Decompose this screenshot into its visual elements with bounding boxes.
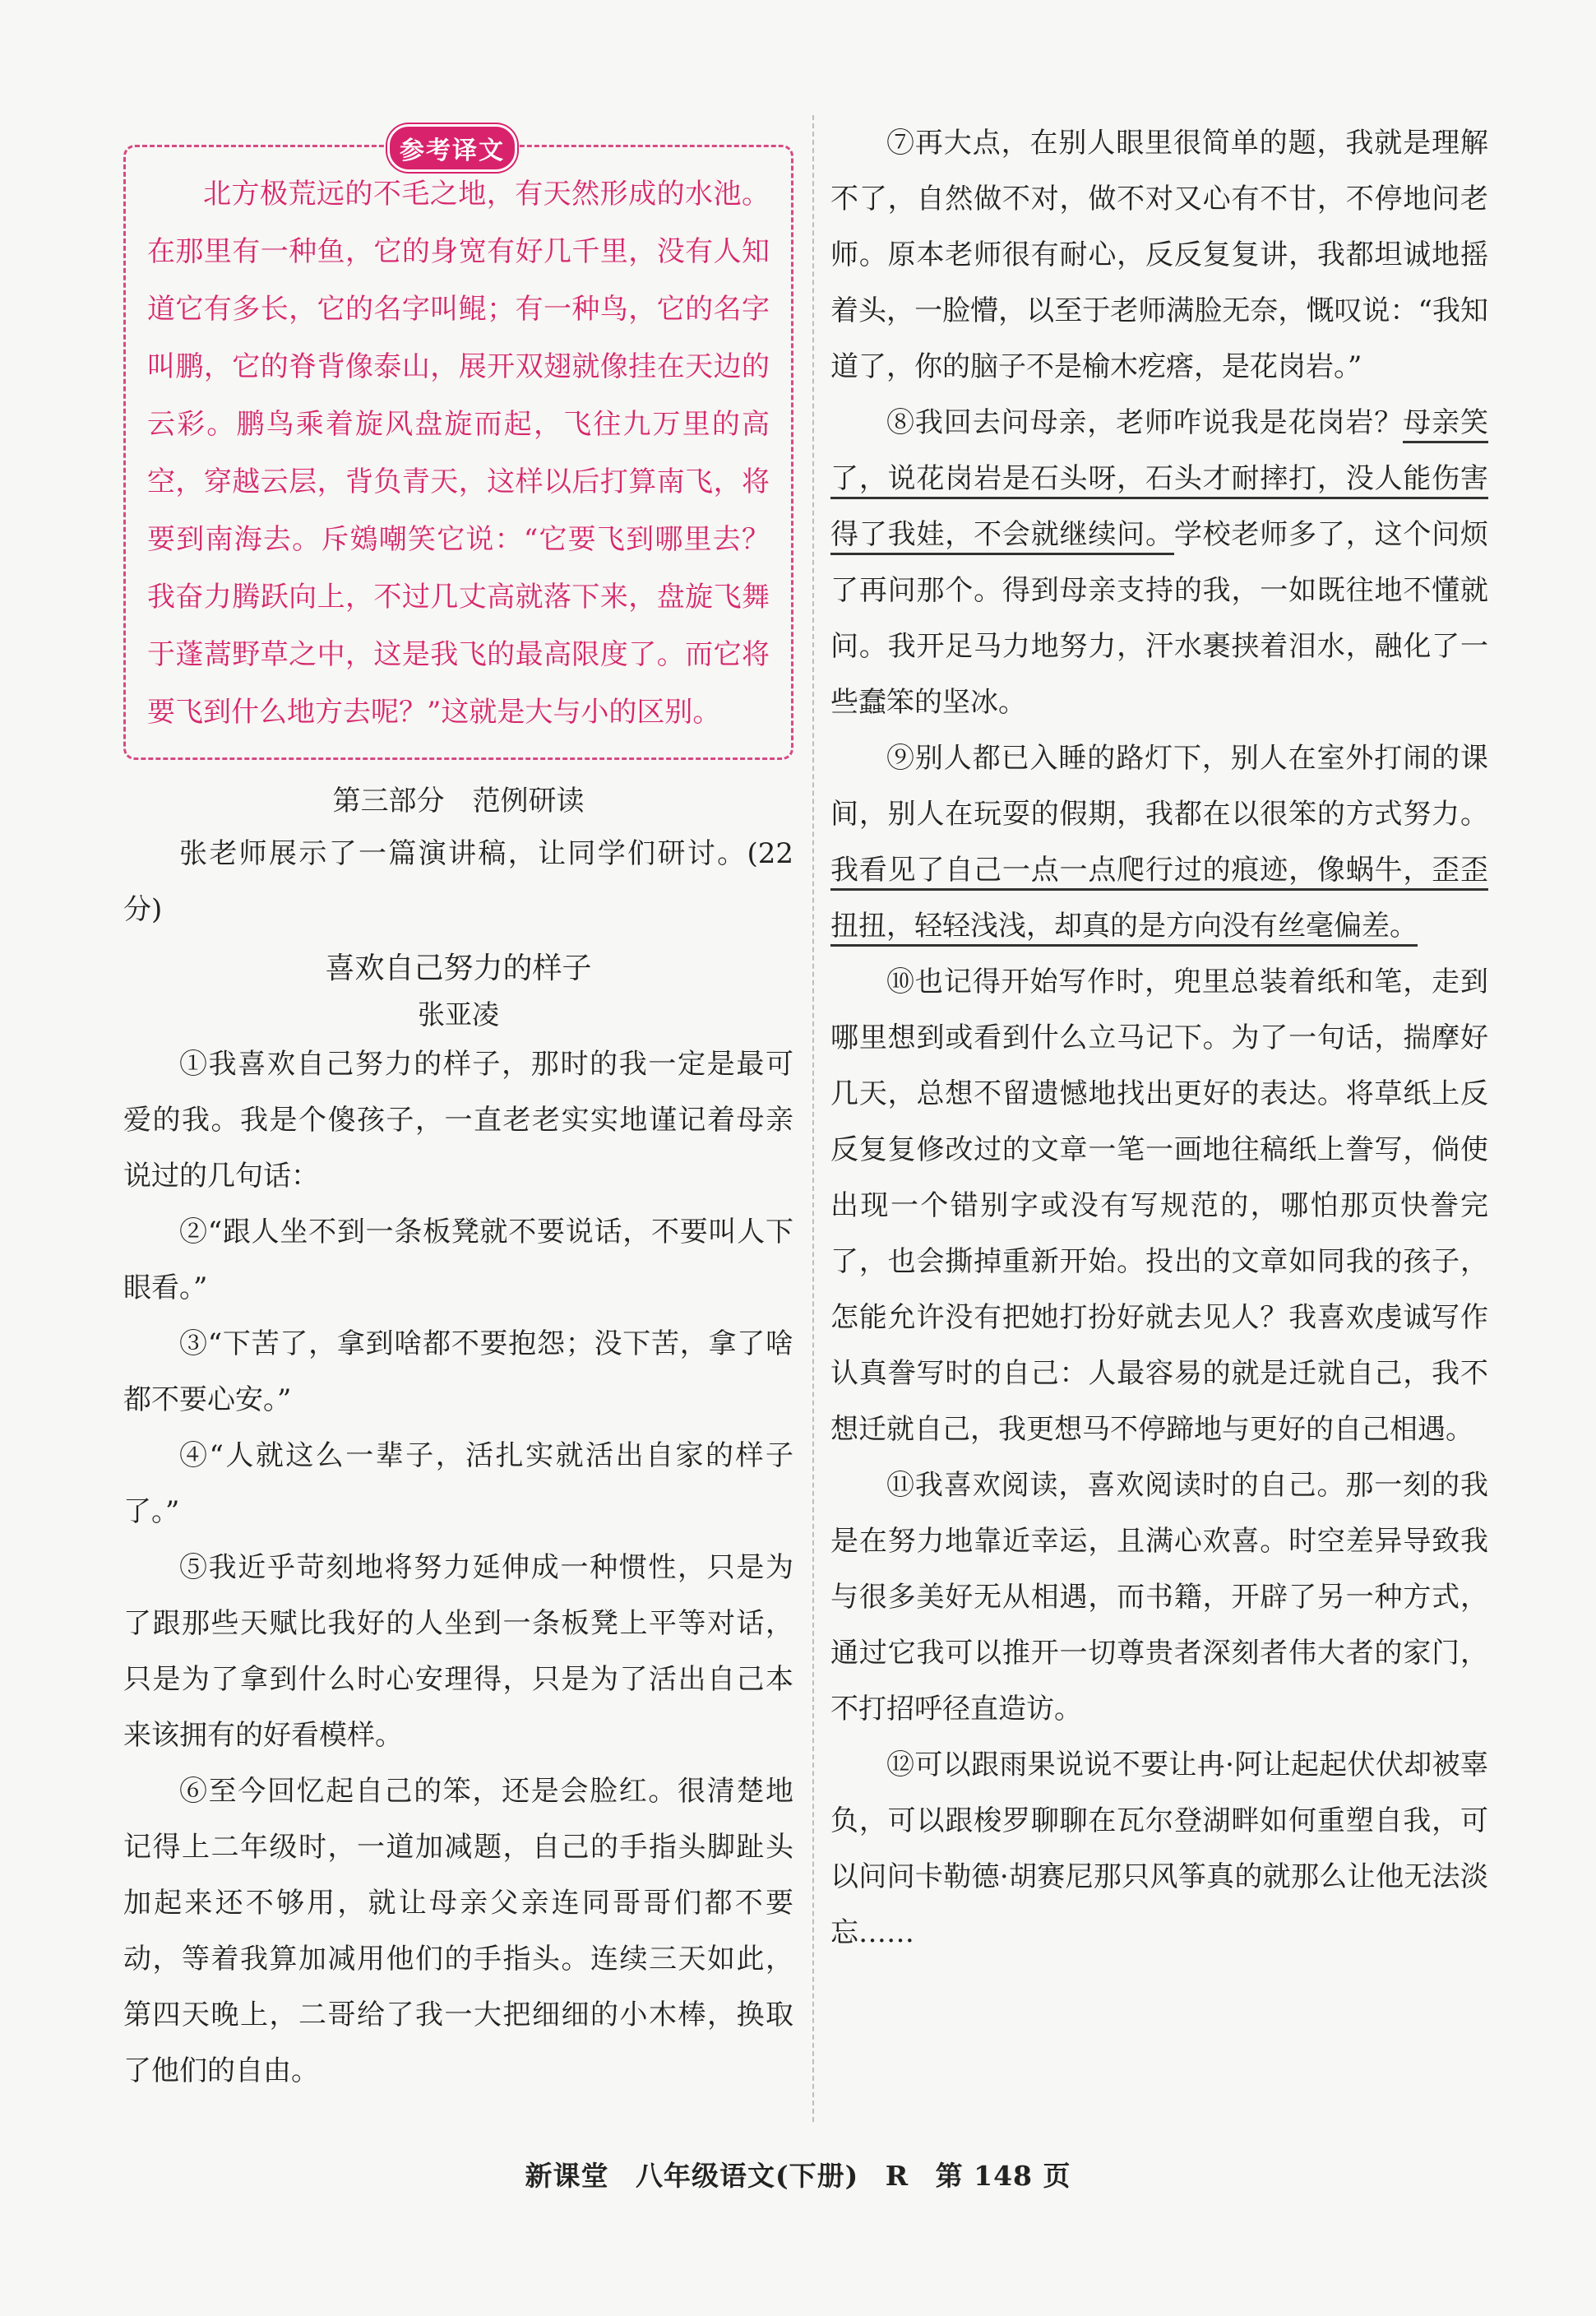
paragraph-8-underlined: 母亲笑了，说花岗岩是石头呀，石头才耐摔打，没人能伤害得了我娃，不会就继续问。: [830, 406, 1488, 555]
article-paragraph-7: ⑦再大点，在别人眼里很简单的题，我就是理解不了，自然做不对，做不对又心有不甘，不停地问老师。原本老师很有耐心，反反复复讲，我都坦诚地摇着头，一脸懵，以至于老师满脸无奈，慨叹说：“我知道了，你的脑子不是榆木疙瘩，是花岗岩。”: [830, 127, 1488, 383]
footer-edition: R: [885, 2160, 909, 2192]
article-paragraph-10: ⑩也记得开始写作时，兜里总装着纸和笔，走到哪里想到或看到什么立马记下。为了一句话，揣摩好几天，总想不留遗憾地找出更好的表达。将草纸上反反复复修改过的文章一笔一画地往稿纸上誊写，倘使出现一个错别字或没有写规范的，哪怕那页快誊完了，也会撕掉重新开始。投出的文章如同我的孩子，怎能允许没有把她打扮好就去见人？我喜欢虔诚写作认真誊写时的自己：人最容易的就是迁就自己，我不想迁就自己，我更想马不停蹄地与更好的自己相遇。: [830, 966, 1488, 1446]
right-column: [830, 115, 1488, 1961]
left-column: [123, 115, 793, 2099]
article-paragraph-3: ③“下苦了，拿到啥都不要抱怨；没下苦，拿了啥都不要心安。”: [123, 1327, 793, 1416]
article-paragraph-12: ⑫可以跟雨果说说不要让冉·阿让起起伏伏却被辜负，可以跟梭罗聊聊在瓦尔登湖畔如何重塑自我，可以问问卡勒德·胡赛尼那只风筝真的就那么让他无法淡忘……: [830, 1749, 1488, 1949]
article-paragraph-2: ②“跟人坐不到一条板凳就不要说话，不要叫人下眼看。”: [123, 1216, 793, 1304]
paragraph-9-start: ⑨别人都已入睡的路灯下，别人在室外打闹的课间，别人在玩耍的假期，我都在以很笨的方式努力。: [830, 742, 1488, 831]
footer-page-number: 第 148 页: [935, 2160, 1071, 2192]
reference-translation-box: [123, 137, 793, 760]
footer-book: 新课堂: [525, 2160, 609, 2192]
page-footer: [0, 2155, 1596, 2193]
article-paragraph-6: ⑥至今回忆起自己的笨，还是会脸红。很清楚地记得上二年级时，一道加减题，自己的手指头脚趾头加起来还不够用，就让母亲父亲连同哥哥们都不要动，等着我算加减用他们的手指头。连续三天如此，第四天晚上，二哥给了我一大把细细的小木棒，换取了他们的自由。: [123, 1775, 793, 2087]
footer-grade: 八年级语文(下册): [635, 2160, 859, 2192]
translation-text: 北方极荒远的不毛之地，有天然形成的水池。在那里有一种鱼，它的身宽有好几千里，没有人知道它有多长，它的名字叫鲲；有一种鸟，它的名字叫鹏，它的脊背像泰山，展开双翅就像挂在天边的云彩。鹏鸟乘着旋风盘旋而起，飞往九万里的高空，穿越云层，背负青天，这样以后打算南飞，将要到南海去。斥鴳嘲笑它说：“它要飞到哪里去？我奋力腾跃向上，不过几丈高就落下来，盘旋飞舞于蓬蒿野草之中，这是我飞的最高限度了。而它将要飞到什么地方去呢？”这就是大与小的区别。: [147, 178, 770, 729]
article-paragraph-11: ⑪我喜欢阅读，喜欢阅读时的自己。那一刻的我是在努力地靠近幸运，且满心欢喜。时空差异导致我与很多美好无从相遇，而书籍，开辟了另一种方式，通过它我可以推开一切尊贵者深刻者伟大者的家门，不打招呼径直造访。: [830, 1469, 1488, 1725]
article-paragraph-1: ①我喜欢自己努力的样子，那时的我一定是最可爱的我。我是个傻孩子，一直老老实实地谨记着母亲说过的几句话：: [123, 1048, 793, 1193]
paragraph-9-underlined: 我看见了自己一点一点爬行过的痕迹，像蜗牛，歪歪扭扭，轻轻浅浅，却真的是方向没有丝毫偏差。: [830, 854, 1488, 947]
article-paragraph-5: ⑤我近乎苛刻地将努力延伸成一种惯性，只是为了跟那些天赋比我好的人坐到一条板凳上平等对话，只是为了拿到什么时心安理得，只是为了活出自己本来该拥有的好看模样。: [123, 1551, 793, 1752]
article-paragraph-9: [830, 730, 1488, 954]
article-author: 张亚凌: [418, 998, 499, 1031]
section-part: 第三部分: [332, 785, 445, 818]
reference-translation-badge: 参考译文: [387, 124, 517, 172]
paragraph-8-start: ⑧我回去问母亲，老师咋说我是花岗岩？: [886, 406, 1404, 439]
column-divider: [812, 115, 814, 2122]
article-paragraph-8: [830, 395, 1488, 730]
section-intro: 张老师展示了一篇演讲稿，让同学们研讨。(22 分): [123, 837, 793, 926]
article-paragraph-4: ④“人就这么一辈子，活扎实就活出自家的样子了。”: [123, 1439, 793, 1528]
section-heading: [123, 776, 793, 826]
section-name: 范例研读: [472, 785, 585, 818]
paragraph-8-end: 学校老师多了，这个问烦了再问那个。得到母亲支持的我，一如既往地不懂就问。我开足马力地努力，汗水裹挟着泪水，融化了一些蠢笨的坚冰。: [830, 518, 1489, 719]
article-title: 喜欢自己努力的样子: [325, 952, 592, 985]
